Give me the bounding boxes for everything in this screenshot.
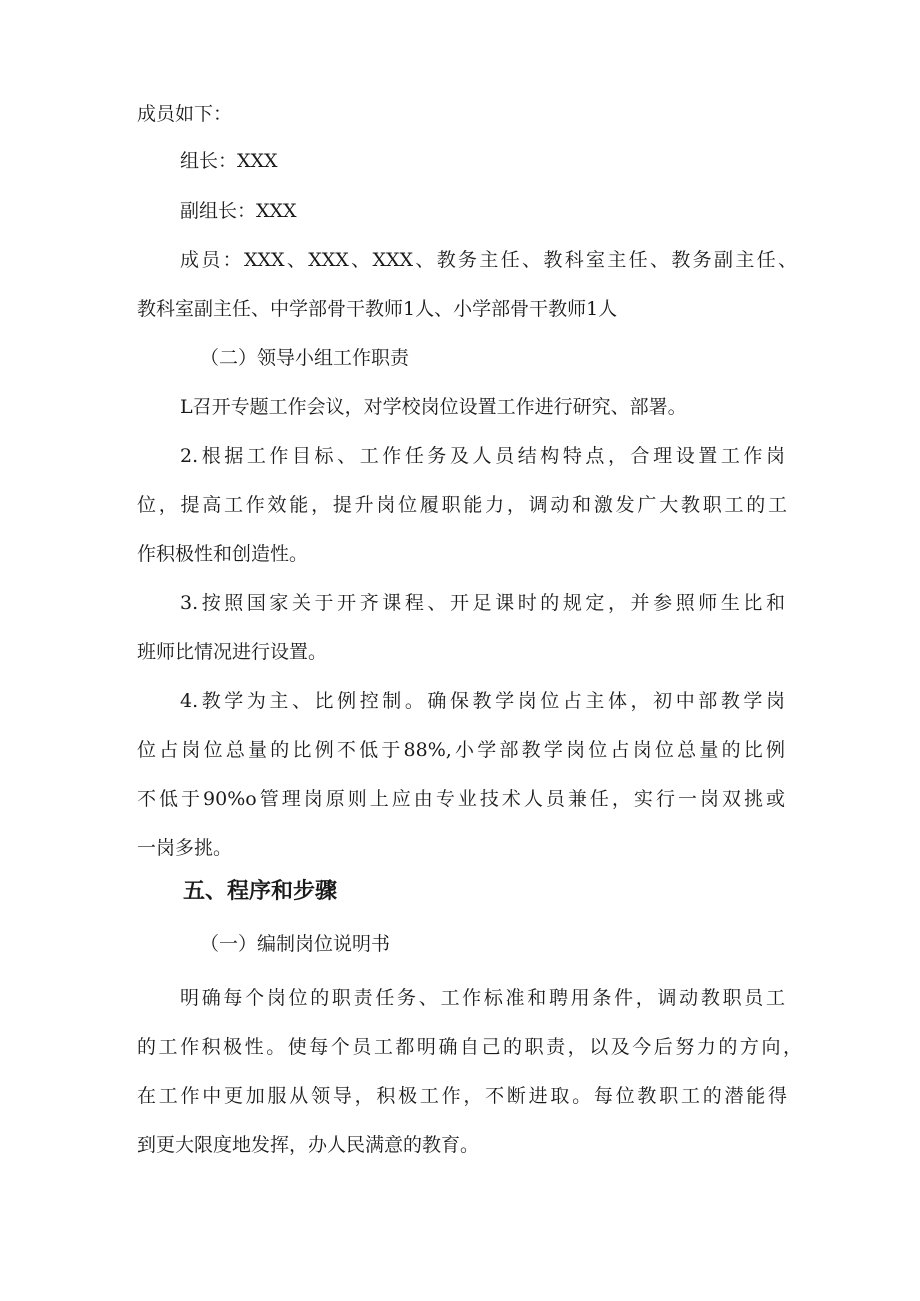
members-line-1: 成员：XXX、XXX、XXX、教务主任、教科室主任、教务副主任、	[180, 249, 797, 271]
job-description-line-1: 明确每个岗位的职责任务、工作标准和聘用条件，调动教职员工	[180, 987, 785, 1009]
duty-item-4-line-2: 位占岗位总量的比例不低于88%,小学部教学岗位占岗位总量的比例	[137, 739, 785, 761]
duty-item-4-line-3: 不低于90%o管理岗原则上应由专业技术人员兼任，实行一岗双挑或	[137, 788, 785, 810]
job-description-line-2: 的工作积极性。使每个员工都明确自己的职责，以及今后努力的方向，	[137, 1036, 802, 1058]
duty-item-3-line-1: 3.按照国家关于开齐课程、开足课时的规定，并参照师生比和	[180, 592, 785, 614]
deputy-leader-line: 副组长：XXX	[180, 200, 297, 222]
duty-item-4-line-1: 4.教学为主、比例控制。确保教学岗位占主体，初中部教学岗	[180, 690, 785, 712]
job-description-line-3: 在工作中更加服从领导，积极工作，不断进取。每位教职工的潜能得	[137, 1085, 787, 1107]
section-subheading-job-description: （一）编制岗位说明书	[200, 933, 391, 955]
job-description-line-4: 到更大限度地发挥，办人民满意的教育。	[137, 1134, 480, 1156]
duty-item-4-line-4: 一岗多挑。	[137, 837, 233, 859]
duty-item-3-line-2: 班师比情况进行设置。	[137, 641, 328, 663]
leader-line: 组长：XXX	[180, 150, 278, 172]
duty-item-1: L召开专题工作会议，对学校岗位设置工作进行研究、部署。	[180, 396, 687, 418]
section-heading-procedure: 五、程序和步骤	[183, 879, 338, 904]
duty-item-2-line-2: 位，提高工作效能，提升岗位履职能力，调动和激发广大教职工的工	[137, 494, 787, 516]
section-subheading-duties: （二）领导小组工作职责	[200, 347, 410, 369]
duty-item-2-line-1: 2.根据工作目标、工作任务及人员结构特点，合理设置工作岗	[180, 445, 785, 467]
members-line-2: 教科室副主任、中学部骨干教师1人、小学部骨干教师1人	[137, 298, 618, 320]
members-intro-line: 成员如下：	[137, 103, 233, 125]
duty-item-2-line-3: 作积极性和创造性。	[137, 543, 309, 565]
